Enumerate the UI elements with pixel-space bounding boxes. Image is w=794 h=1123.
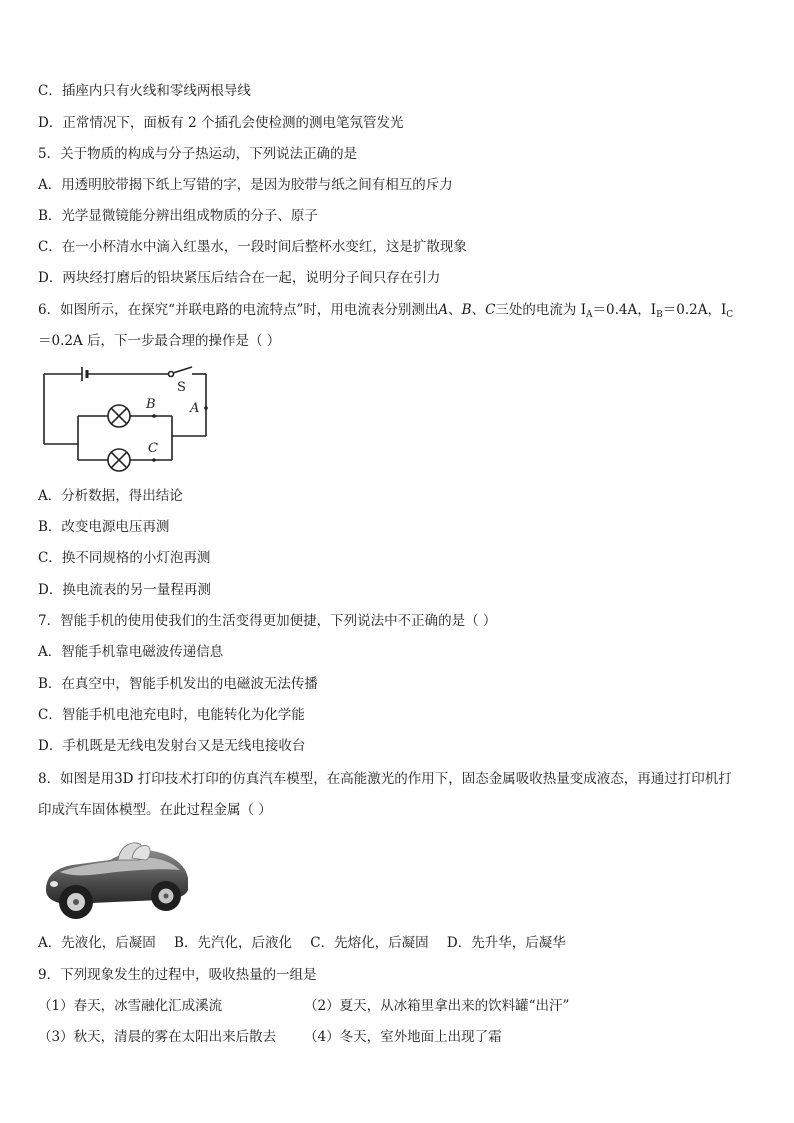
- q9-items-row2: [38, 1028, 738, 1046]
- point-a-dot: [204, 406, 208, 410]
- q4-option-d: D．正常情况下，面板有 2 个插孔会使检测的测电笔氖管发光: [38, 115, 404, 131]
- q8-option-a: A．先液化，后凝固: [38, 935, 156, 951]
- q7-option-b: B．在真空中，智能手机发出的电磁波无法传播: [38, 676, 318, 692]
- q6-stem-line1: 6．如图所示，在探究“并联电路的电流特点”时，用电流表分别测出A、B、C三处的电流为 $I_A=0.4A$，$I_B=0.2A$，$I_C$: [38, 302, 734, 320]
- q5-option-a: A．用透明胶带揭下纸上写错的字，是因为胶带与纸之间有相互的斥力: [38, 177, 453, 193]
- q9-stem: 9．下列现象发生的过程中，吸收热量的一组是: [38, 967, 317, 983]
- q5-option-c: C．在一小杯清水中滴入红墨水，一段时间后整杯水变红，这是扩散现象: [38, 239, 467, 255]
- q9-item-3: （3）秋天，清晨的雾在太阳出来后散去: [38, 1029, 277, 1045]
- point-a-label: A: [190, 401, 200, 416]
- q5-stem: 5．关于物质的构成与分子热运动，下列说法正确的是: [38, 146, 358, 162]
- point-c-dot: [152, 458, 156, 462]
- q8-stem-line2: 印成汽车固体模型。在此过程金属（ ）: [38, 802, 272, 818]
- q6-option-a: A．分析数据，得出结论: [38, 488, 183, 504]
- q4-option-c: C．插座内只有火线和零线两根导线: [38, 83, 251, 99]
- switch-blade: [173, 367, 192, 373]
- q8-stem-line1: 8．如图是用3D 打印技术打印的仿真汽车模型，在高能激光的作用下，固态金属吸收热量变成液态，再通过打印机打: [38, 771, 732, 787]
- point-c-label: C: [148, 441, 158, 456]
- switch-pivot: [169, 372, 174, 377]
- q5-option-d: D．两块经打磨后的铅块紧压后结合在一起，说明分子间只存在引力: [38, 270, 441, 286]
- q9-item-4: （4）冬天，室外地面上出现了霜: [304, 1029, 502, 1045]
- q7-option-c: C．智能手机电池充电时，电能转化为化学能: [38, 707, 305, 723]
- parallel-circuit-diagram: [40, 364, 212, 472]
- q6-stem-line2: ＝0.2A 后，下一步最合理的操作是（ ）: [38, 333, 281, 349]
- q9-item-1: （1）春天，冰雪融化汇成溪流: [38, 998, 223, 1014]
- q6-option-b: B．改变电源电压再测: [38, 519, 170, 535]
- point-b-label: B: [146, 397, 156, 412]
- q8-option-c: C．先熔化，后凝固: [310, 935, 429, 951]
- q9-items-row1: [38, 997, 738, 1015]
- point-b-dot: [152, 414, 156, 418]
- q7-option-a: A．智能手机靠电磁波传递信息: [38, 644, 224, 660]
- q6-option-d: D．换电流表的另一量程再测: [38, 582, 211, 598]
- q8-options: [38, 934, 580, 952]
- q6-option-c: C．换不同规格的小灯泡再测: [38, 550, 211, 566]
- q8-option-d: D．先升华，后凝华: [446, 935, 566, 951]
- switch-label: S: [177, 380, 186, 395]
- q5-option-b: B．光学显微镜能分辨出组成物质的分子、原子: [38, 208, 318, 224]
- 3d-printed-car-image: [40, 838, 192, 922]
- q7-option-d: D．手机既是无线电发射台又是无线电接收台: [38, 738, 306, 754]
- q8-option-b: B．先汽化，后液化: [174, 935, 292, 951]
- q7-stem: 7．智能手机的使用使我们的生活变得更加便捷，下列说法中不正确的是（ ）: [38, 613, 497, 629]
- q9-item-2: （2）夏天，从冰箱里拿出来的饮料罐“出汗”: [304, 998, 570, 1014]
